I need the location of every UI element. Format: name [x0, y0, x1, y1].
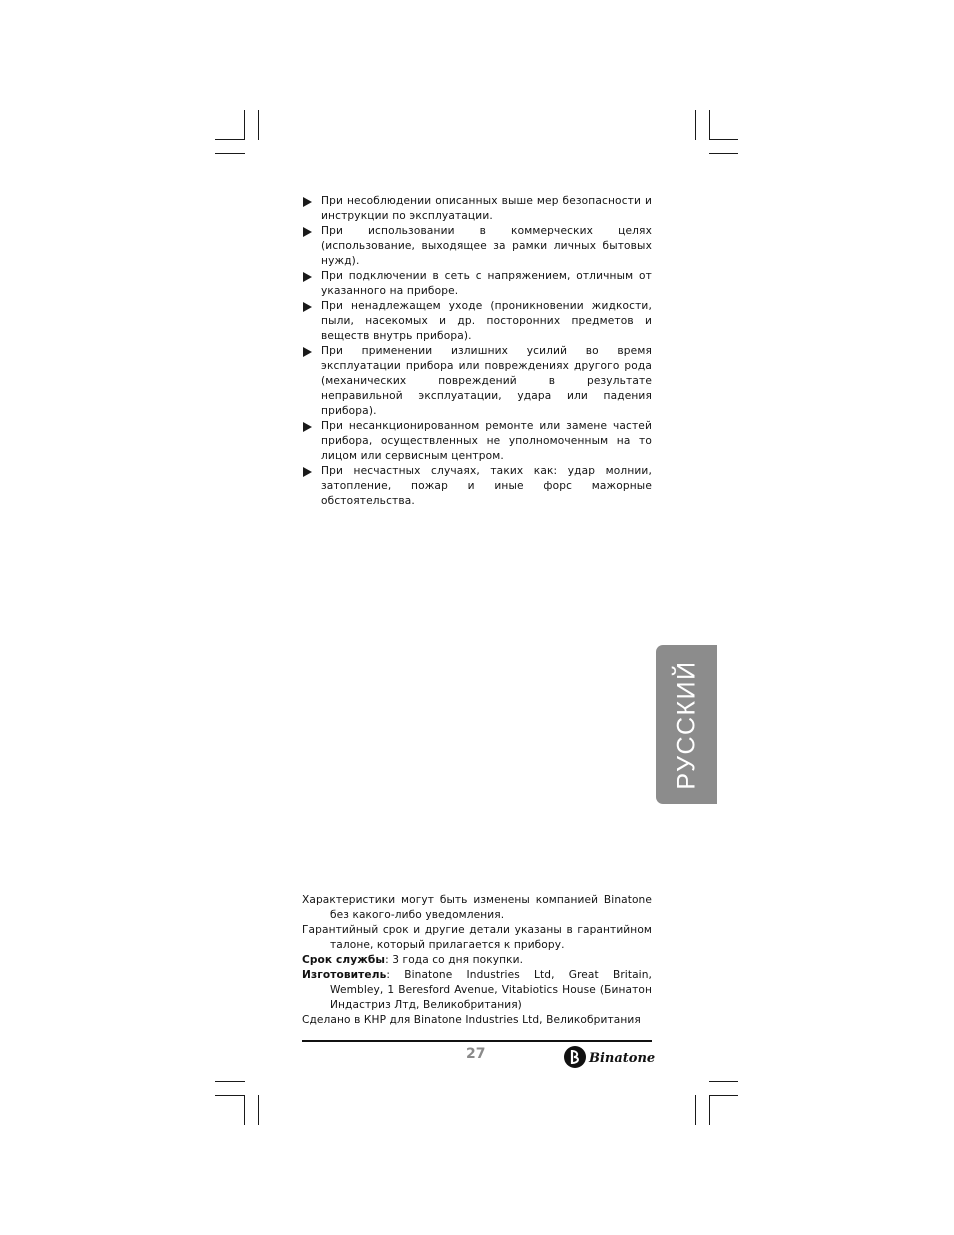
product-info	[302, 893, 652, 1028]
service-life	[302, 953, 652, 968]
list-item-text: При применении излишних усилий во время эксплуатации прибора или повреждениях другого рода (механических повреждений в результате неправильной эксплуатации, удара или падения прибора).	[321, 345, 652, 417]
crop-mark	[258, 1095, 259, 1125]
list-item	[302, 464, 652, 509]
crop-mark	[244, 1095, 245, 1125]
list-item-text: При ненадлежащем уходе (проникновении жидкости, пыли, насекомых и др. посторонних предметов и веществ внутрь прибора).	[321, 300, 652, 342]
crop-mark	[709, 153, 738, 154]
brand-logo	[563, 1045, 655, 1069]
made-in: Сделано в КНР для Binatone Industries Ltd, Великобритания	[302, 1014, 641, 1026]
footer-rule	[302, 1040, 652, 1042]
changes-note: Характеристики могут быть изменены компанией Binatone без какого-либо уведомления.	[302, 894, 652, 921]
crop-mark	[215, 1081, 245, 1082]
crop-mark	[709, 1095, 710, 1125]
list-item-text: При несоблюдении описанных выше мер безопасности и инструкции по эксплуатации.	[321, 195, 652, 222]
page-number: 27	[466, 1046, 486, 1062]
language-tab-label: РУССКИЙ	[672, 659, 700, 790]
list-item-text: При подключении в сеть с напряжением, отличным от указанного на приборе.	[321, 270, 652, 297]
crop-mark	[709, 1081, 738, 1082]
triangle-bullet-icon	[303, 272, 312, 282]
service-life-value: : 3 года со дня покупки.	[385, 954, 524, 966]
triangle-bullet-icon	[303, 197, 312, 207]
list-item	[302, 299, 652, 344]
binatone-logo-icon	[563, 1045, 587, 1069]
list-item	[302, 224, 652, 269]
manufacturer	[302, 968, 652, 1013]
list-item-text: При несанкционированном ремонте или замене частей прибора, осуществленных не уполномоченным на то лицом или сервисным центром.	[321, 420, 652, 462]
manufacturer-label: Изготовитель	[302, 969, 387, 981]
list-item-text: При использовании в коммерческих целях (использование, выходящее за рамки личных бытовых нужд).	[321, 225, 652, 267]
crop-mark	[244, 110, 245, 140]
warranty-exclusions-list	[302, 194, 652, 509]
crop-mark	[215, 1095, 245, 1096]
crop-mark	[709, 1095, 738, 1096]
crop-mark	[215, 139, 245, 140]
crop-mark	[709, 139, 738, 140]
triangle-bullet-icon	[303, 347, 312, 357]
triangle-bullet-icon	[303, 467, 312, 477]
crop-mark	[258, 110, 259, 140]
triangle-bullet-icon	[303, 227, 312, 237]
crop-mark	[695, 1095, 696, 1125]
list-item	[302, 344, 652, 419]
triangle-bullet-icon	[303, 422, 312, 432]
crop-mark	[709, 110, 710, 140]
warranty-note: Гарантийный срок и другие детали указаны в гарантийном талоне, который прилагается к прибору.	[302, 924, 652, 951]
triangle-bullet-icon	[303, 302, 312, 312]
manufacturer-value: : Binatone Industries Ltd, Great Britain, Wembley, 1 Beresford Avenue, Vitabiotics House (Бинатон Индастриз Лтд, Великобритания)	[330, 969, 652, 1011]
service-life-label: Срок службы	[302, 954, 386, 966]
list-item-text: При несчастных случаях, таких как: удар молнии, затопление, пожар и иные форс мажорные обстоятельства.	[321, 465, 652, 507]
language-tab	[656, 645, 717, 804]
list-item	[302, 269, 652, 299]
crop-mark	[215, 153, 245, 154]
list-item	[302, 419, 652, 464]
list-item	[302, 194, 652, 224]
crop-mark	[695, 110, 696, 140]
brand-name: Binatone	[589, 1051, 656, 1066]
